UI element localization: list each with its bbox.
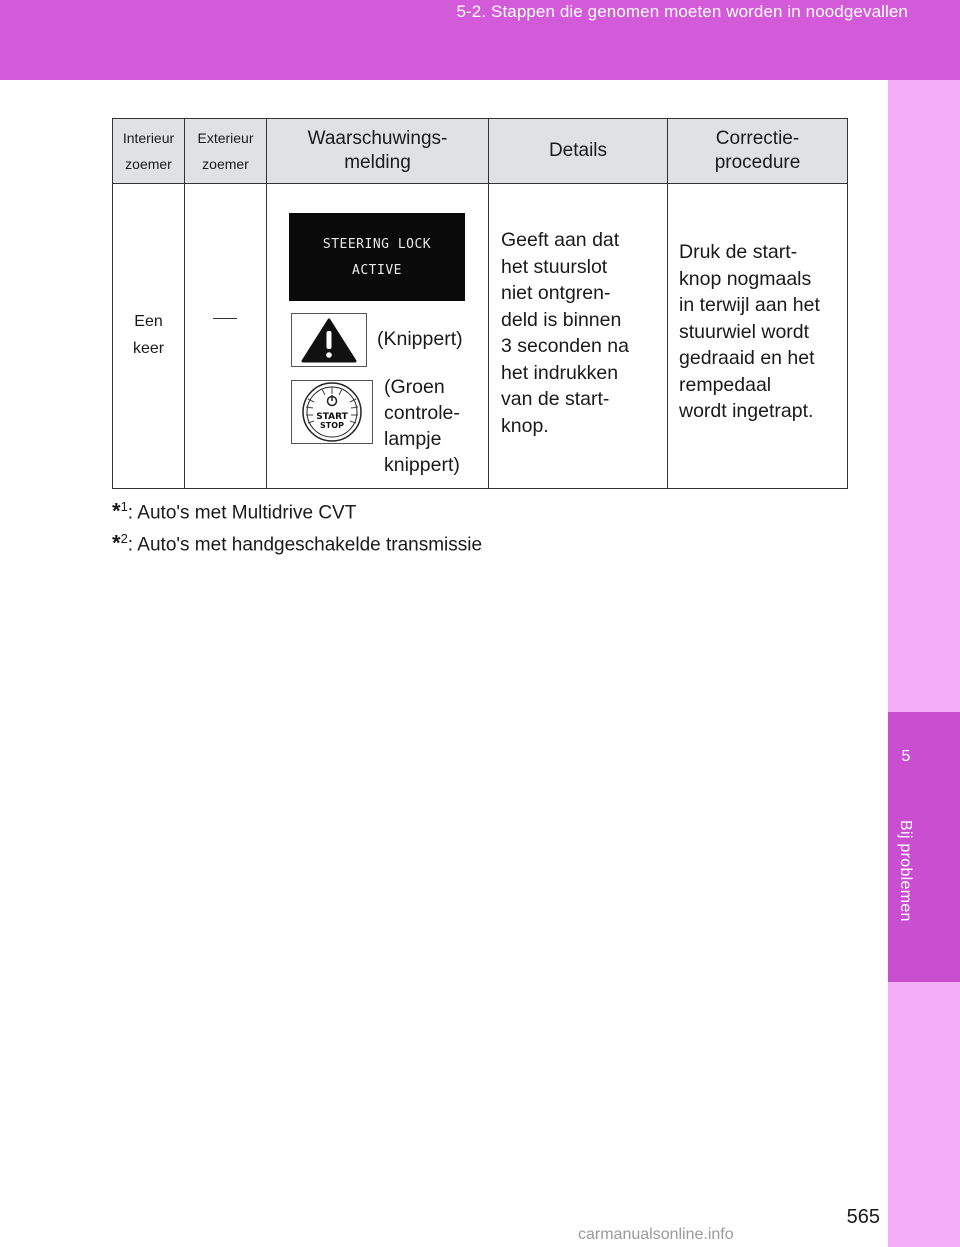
side-tab — [888, 80, 960, 1247]
warning-table — [112, 118, 848, 489]
page-number: 565 — [846, 1206, 880, 1228]
section-title: 5-2. Stappen die genomen moeten worden in noodgevallen — [456, 2, 908, 21]
exclamation-triangle-icon — [292, 314, 366, 366]
footnotes — [112, 494, 482, 559]
steering-lock-display — [289, 213, 465, 301]
interior-value-line1: Een — [134, 313, 163, 330]
header-warning-message: Waarschuwings- melding — [267, 119, 489, 184]
footnote-1: *$^1$: Auto's met Multidrive CVT — [112, 498, 357, 524]
table-header-row — [113, 119, 848, 184]
cell-procedure — [668, 184, 848, 489]
warning-indicator — [291, 313, 367, 367]
cell-details — [489, 184, 668, 489]
header-procedure: Correctie- procedure — [668, 119, 848, 184]
cell-interior-buzzer — [113, 184, 185, 489]
details-text: Geeft aan dat het stuurslot niet ontgren- deld is binnen 3 seconden na het indrukken van de start- knop. — [501, 229, 629, 437]
chapter-name: Bij problemen — [897, 820, 914, 922]
start-label: START — [316, 412, 348, 422]
green-lamp-label: (Groen controle- lampje knippert) — [384, 376, 460, 476]
dash-mark — [213, 318, 237, 319]
start-stop-button-icon — [292, 381, 372, 443]
stop-label: STOP — [320, 421, 344, 430]
blink-label: (Knippert) — [377, 328, 463, 350]
procedure-text: Druk de start- knop nogmaals in terwijl aan het stuurwiel wordt gedraaid en het rempedaal wordt ingetrapt. — [679, 241, 820, 422]
chapter-number: 5 — [901, 748, 911, 765]
footnote-2: *$^2$: Auto's met handgeschakelde transmissie — [112, 530, 483, 556]
cell-exterior-buzzer — [185, 184, 267, 489]
header-interior-buzzer: Interieur zoemer — [113, 119, 185, 184]
start-stop-indicator — [291, 380, 373, 444]
header-details: Details — [489, 119, 668, 184]
watermark: carmanualsonline.info — [578, 1226, 734, 1243]
table-row — [113, 184, 848, 489]
display-text-line1: STEERING LOCK — [322, 237, 432, 252]
interior-value-line2: keer — [132, 340, 165, 357]
cell-warning-message — [267, 184, 489, 489]
header-exterior-buzzer: Exterieur zoemer — [185, 119, 267, 184]
display-text-line2: ACTIVE — [352, 263, 402, 278]
